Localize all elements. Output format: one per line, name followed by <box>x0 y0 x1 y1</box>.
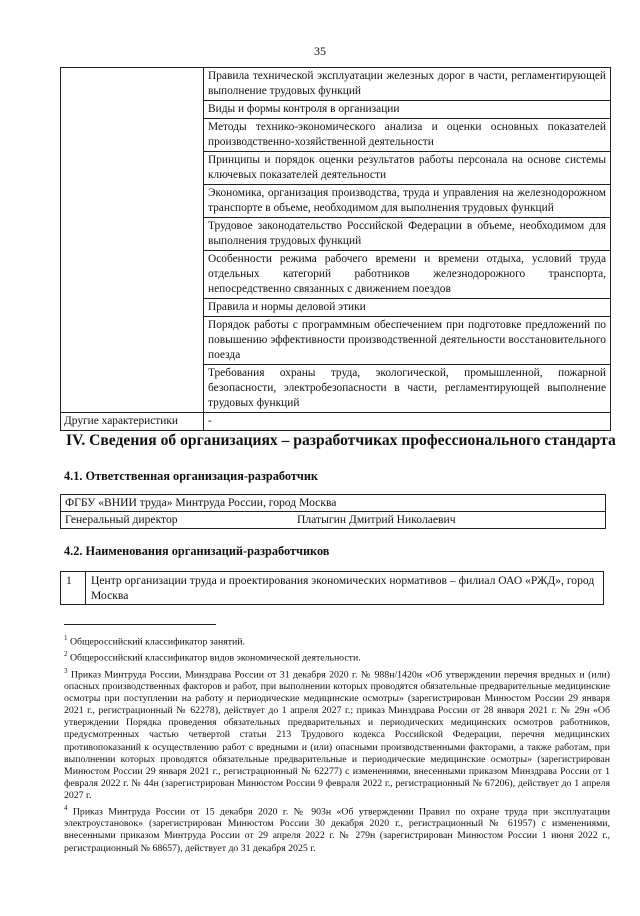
knowledge-item: Принципы и порядок оценки результатов работы персонала на основе системы ключевых показателей деятельности <box>204 152 611 185</box>
knowledge-label-cell <box>61 68 204 413</box>
knowledge-item: Методы технико-экономического анализа и оценки основных показателей производственно-хозяйственной деятельности <box>204 119 611 152</box>
developer-number: 1 <box>61 572 86 605</box>
footnote-text: Приказ Минтруда России от 15 декабря 2020 г. № 903н «Об утверждении Правил по охране труда при эксплуатации электроустановок» (зарегистрирован Минюстом России 30 декабря 2020 г., регистрационный № 61957) с изменениями, внесенными приказом Минтруда России от 29 апреля 2022 г. № 279н (зарегистрирован Минюстом России 1 июня 2022 г., регистрационный № 68657), действует до 31 декабря 2025 г. <box>64 806 610 854</box>
footnote-text: Общероссийский классификатор видов экономической деятельности. <box>69 652 361 664</box>
knowledge-table <box>60 67 611 431</box>
knowledge-item: Экономика, организация производства, труда и управления на железнодорожном транспорте в объеме, необходимом для выполнения трудовых функций <box>204 185 611 218</box>
footnote <box>64 632 610 648</box>
director-role: Генеральный директор <box>65 513 178 526</box>
table-row <box>61 68 611 101</box>
responsible-organization-box <box>60 494 606 529</box>
footnote-text: Общероссийский классификатор занятий. <box>69 636 245 648</box>
other-characteristics-value: - <box>204 413 611 431</box>
table-row <box>61 572 604 605</box>
knowledge-item: Порядок работы с программным обеспечением при подготовке предложений по повышению эффективности производственной деятельности восстановительного поезда <box>204 317 611 365</box>
knowledge-item: Правила технической эксплуатации железных дорог в части, регламентирующей выполнение трудовых функций <box>204 68 611 101</box>
subsection-4-2-title: 4.2. Наименования организаций-разработчиков <box>64 544 330 558</box>
footnote <box>64 802 610 855</box>
subsection-4-1-title: 4.1. Ответственная организация-разработчик <box>64 469 318 483</box>
knowledge-item: Трудовое законодательство Российской Федерации в объеме, необходимом для выполнения трудовых функций <box>204 218 611 251</box>
section-iv-heading: IV. Сведения об организациях – разработчиках профессионального стандарта <box>66 432 616 449</box>
director-name: Платыгин Дмитрий Николаевич <box>297 513 456 526</box>
knowledge-item: Виды и формы контроля в организации <box>204 101 611 119</box>
footnote-mark: 4 <box>64 804 68 813</box>
developer-name: Центр организации труда и проектирования экономических нормативов – филиал ОАО «РЖД», город Москва <box>86 572 604 605</box>
footnote-text: Приказ Минтруда России, Минздрава России от 31 декабря 2020 г. № 988н/1420н «Об утверждении перечня вредных и (или) опасных производственных факторов и работ, при выполнении которых проводятся обязательные предварительные медицинские осмотры при поступлении на работу и периодические медицинские осмотры» (зарегистрирован Минюстом России 29 января 2021 г., регистрационный № 62278), действует до 1 апреля 2027 г.; приказ Минздрава России от 28 января 2021 г. № 29н «Об утверждении Порядка проведения обязательных предварительных и периодических медицинских осмотров работников, предусмотренных частью четвертой статьи 213 Трудового кодекса Российской Федерации, перечня медицинских противопоказаний к осуществлению работ с вредными и (или) опасными производственными факторами, а также работам, при выполнении которых проводятся обязательные предварительные и периодические медицинские осмотры» (зарегистрирован Минюстом России 29 января 2021 г., регистрационный № 62277) с изменениями, внесенными приказом Минздрава России от 1 февраля 2022 г. № 44н (зарегистрирован Минюстом России 9 февраля 2022 г., регистрационный № 67206), действует до 1 апреля 2027 г. <box>64 668 610 801</box>
table-row <box>61 413 611 431</box>
director-row <box>61 512 605 528</box>
knowledge-item: Правила и нормы деловой этики <box>204 299 611 317</box>
knowledge-item: Особенности режима рабочего времени и времени отдыха, условий труда отдельных категорий работников железнодорожного транспорта, непосредственно связанных с движением поездов <box>204 251 611 299</box>
page-number: 35 <box>314 44 326 58</box>
knowledge-item: Требования охраны труда, экологической, промышленной, пожарной безопасности, электробезопасности в части, регламентирующей выполнение трудовых функций <box>204 365 611 413</box>
footnote-divider <box>64 624 216 625</box>
footnotes <box>64 632 610 855</box>
footnote-mark: 1 <box>64 634 68 642</box>
footnote-mark: 2 <box>64 650 68 659</box>
organization-name: ФГБУ «ВНИИ труда» Минтруда России, город Москва <box>61 495 605 512</box>
other-characteristics-label: Другие характеристики <box>61 413 204 431</box>
developers-table <box>60 571 604 605</box>
footnote <box>64 665 610 802</box>
footnote <box>64 648 610 664</box>
footnote-mark: 3 <box>64 666 68 675</box>
